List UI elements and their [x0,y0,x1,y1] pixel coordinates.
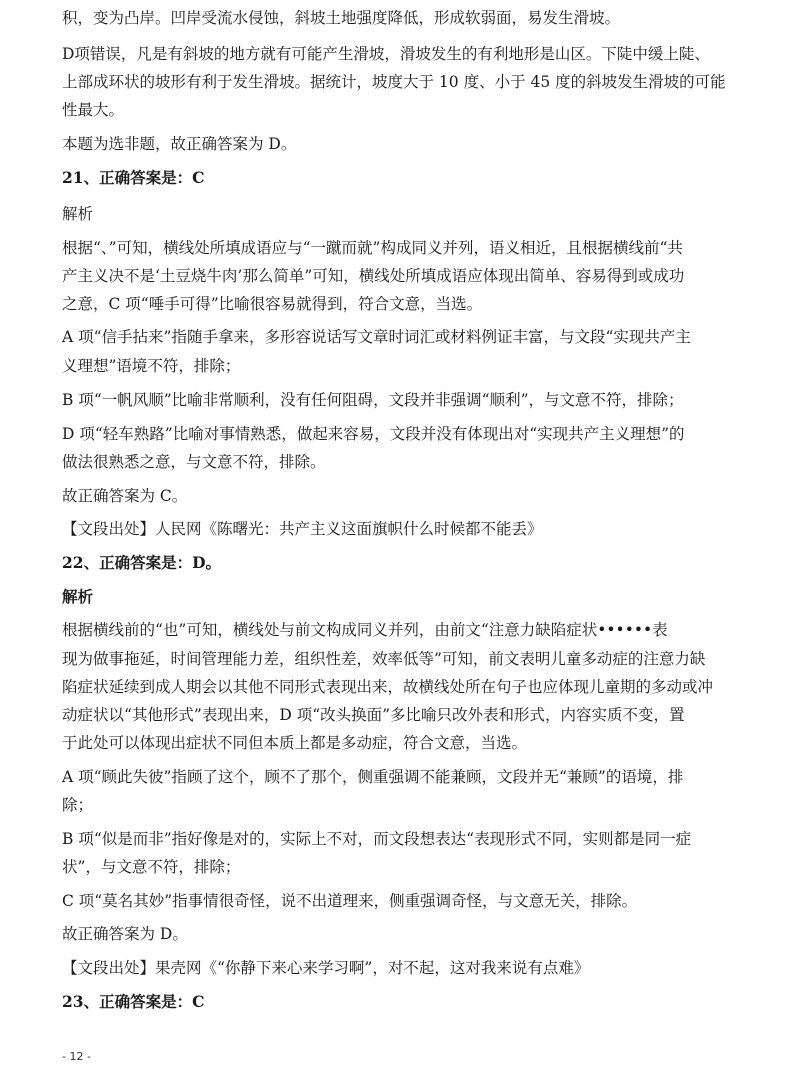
source-line-21: 【文段出处】人民网《陈曙光：共产主义这面旗帜什么时候都不能丢》 [62,520,543,538]
text-line: 性最大。 [62,101,125,119]
source-line-22: 【文段出处】果壳网《“你静下来心来学习啊”，对不起，这对我来说有点难》 [62,959,590,977]
text-line: 义理想”语境不符，排除； [62,357,241,375]
analysis-label: 解析 [62,205,94,223]
analysis-label: 解析 [62,587,94,606]
text-line: 状”，与文意不符，排除； [62,858,241,876]
answer-heading-23: 23、正确答案是：C [62,992,205,1011]
text-line: D 项“轻车熟路”比喻对事情熟悉，做起来容易，文段并没有体现出对“实现共产主义理想”的 [62,425,685,443]
text-line: 产主义决不是‘土豆烧牛肉’那么简单”可知，横线处所填成语应体现出简单、容易得到或成功 [62,267,685,285]
text-line: B 项“似是而非”指好像是对的，实际上不对，而文段想表达“表现形式不同，实则都是同一症 [62,830,692,848]
text-line: 根据横线前的“也”可知，横线处与前文构成同义并列，由前文“注意力缺陷症状••••••表 [62,621,668,639]
text-line: B 项“一帆风顺”比喻非常顺利，没有任何阻碍，文段并非强调“顺利”，与文意不符，排除； [62,391,684,409]
text-line: 做法很熟悉之意，与文意不符，排除。 [62,453,326,471]
text-line: 于此处可以体现出症状不同但本质上都是多动症，符合文意，当选。 [62,734,528,752]
text-line: 积，变为凸岸。凹岸受流水侵蚀，斜坡土地强度降低，形成软弱面，易发生滑坡。 [62,9,621,27]
text-line: 陷症状延续到成人期会以其他不同形式表现出来，故横线处所在句子也应体现儿童期的多动或冲 [62,678,714,696]
text-line: 现为做事拖延，时间管理能力差，组织性差，效率低等”可知，前文表明儿童多动症的注意力缺 [62,650,706,668]
page-number: - 12 - [62,1050,91,1063]
text-line: A 项“顾此失彼”指顾了这个，顾不了那个，侧重强调不能兼顾，文段并无“兼顾”的语境，排 [62,768,684,786]
answer-heading-21: 21、正确答案是：C [62,168,205,187]
text-line: 动症状以“其他形式”表现出来，D 项“改头换面”多比喻只改外表和形式，内容实质不变，置 [62,706,685,724]
text-line: 故正确答案为 D。 [62,925,188,943]
text-line: 本题为选非题，故正确答案为 D。 [62,135,297,153]
answer-heading-22: 22、正确答案是：D。 [62,553,222,572]
text-line: A 项“信手拈来”指随手拿来，多形容说话写文章时词汇或材料例证丰富，与文段“实现共产主 [62,328,691,346]
text-line: D项错误，凡是有斜坡的地方就有可能产生滑坡，滑坡发生的有利地形是山区。下陡中缓上陡、 [62,45,710,63]
text-line: 根据“、”可知，横线处所填成语应与“一蹴而就”构成同义并列，语义相近，且根据横线前“共 [62,239,683,257]
text-line: C 项“莫名其妙”指事情很奇怪，说不出道理来，侧重强调奇怪，与文意无关，排除。 [62,892,638,910]
text-line: 除； [62,796,94,814]
text-line: 故正确答案为 C。 [62,487,188,505]
text-line: 上部成环状的坡形有利于发生滑坡。据统计，坡度大于 10 度、小于 45 度的斜坡发生滑坡的可能 [62,73,726,91]
text-line: 之意，C 项“唾手可得”比喻很容易就得到，符合文意，当选。 [62,295,483,313]
